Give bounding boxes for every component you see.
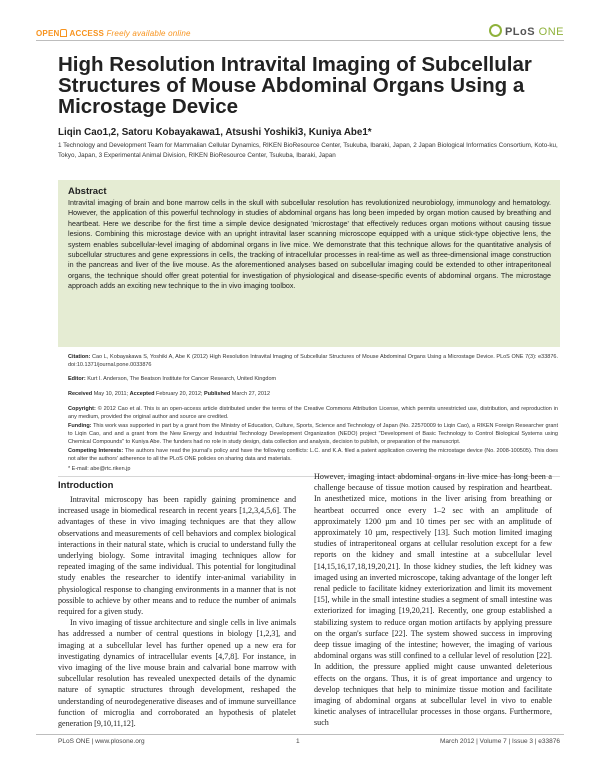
intro-paragraph-1: Intravital microscopy has been rapidly gaining prominence and increased usage in biomedical research in recent years [1,2,3,4,5,6]. The advantages of these in vivo imaging techniques are that they allow observations and measurements of cell behaviors and complex biological interactions in their natural state, which is crucial to understand fully the underlying biology. Some intravital imaging techniques allow for repeated imaging of the same individual. This potential for longitudinal study enables the researcher to identify inter-animal variability in physiological response to changing environments in a manner that is not possible to achieve by other means and to reduce the number of animals required for a given study. (58, 495, 296, 617)
right-column (314, 471, 552, 729)
competing-text: The authors have read the journal's policy and have the following conflicts: L.C. and K.A. filed a patent application covering the microstage device (No. 2008-100505). This does not alter the authors' adherence to all the PLoS ONE policies on sharing data and materials. (68, 448, 558, 463)
copyright-text: © 2012 Cao et al. This is an open-access article distributed under the terms of the Creative Commons Attribution License, which permits unrestricted use, distribution, and reproduction in any medium, provided the original author and source are credited. (68, 406, 558, 421)
published-date: March 27, 2012 (231, 391, 271, 397)
received-label: Received (68, 391, 93, 397)
affiliations: 1 Technology and Development Team for Mammalian Cellular Dynamics, RIKEN BioResource Center, Tsukuba, Ibaraki, Japan, 2 Japan Biological Informatics Consortium, Koto-ku, Tokyo, Japan, 3 Experimental Animal Division, RIKEN BioResource Center, Tsukuba, Ibaraki, Japan (58, 142, 558, 159)
competing-label: Competing Interests: (68, 448, 124, 454)
funding (68, 422, 558, 447)
lock-icon (60, 29, 67, 37)
access-label: ACCESS (69, 29, 105, 38)
left-column (58, 494, 296, 729)
accepted-date: February 20, 2012; (155, 391, 203, 397)
received-date: May 10, 2011; (93, 391, 129, 397)
open-access-banner (36, 29, 191, 38)
abstract-text: Intravital imaging of brain and bone marrow cells in the skull with subcellular resolution has revolutionized neurobiology, immunology and hematology. However, the application of this powerful technology in studies of abdominal organs has long been impeded by organ motion caused by breathing and heartbeat. Here we describe for the first time a simple device designated 'microstage' that effectively reduces organ motions without causing tissue lesions. Combining this microstage device with an upright intravital laser scanning microscope equipped with a unique stick-type objective lens, the system enables subcellular-level imaging of abdominal organs in live mice. We demonstrate that this technique allows for the quantitative analysis of subcellular structures and gene expressions in cells, the tracking of intracellular processes in real-time as well as three-dimensional image construction in the pancreas and liver of the live mouse. As the aforementioned analyses based on subcellular imaging could be extended to other intraperitoneal organs, the technique should offer great potential for investigation of physiological and disease-specific events of abdominal organs. The microstage approach adds an exciting new technique to the in vivo imaging toolbox. (68, 199, 551, 291)
plos-logo-icon (489, 24, 502, 37)
citation-text: Cao L, Kobayakawa S, Yoshiki A, Abe K (2012) High Resolution Intravital Imaging of Subcellular Structures of Mouse Abdominal Organs Using a Microstage Device. PLoS ONE 7(3): e33876. doi:10.1371/journal.pone.0033876 (68, 354, 558, 369)
logo-plos: PLoS (504, 26, 536, 38)
editor (68, 375, 558, 383)
published-label: Published (203, 391, 231, 397)
dates (68, 390, 558, 398)
section-heading-introduction: Introduction (58, 480, 114, 491)
footer-issue: March 2012 | Volume 7 | Issue 3 | e33876 (440, 738, 560, 745)
accepted-label: Accepted (129, 391, 155, 397)
citation (68, 353, 558, 369)
funding-label: Funding: (68, 423, 92, 429)
logo-one: ONE (538, 26, 564, 38)
editor-label: Editor: (68, 376, 86, 382)
author-list: Liqin Cao1,2, Satoru Kobayakawa1, Atsushi Yoshiki3, Kuniya Abe1* (58, 127, 372, 138)
intro-paragraph-2: In vivo imaging of tissue architecture and single cells in live animals has addressed a number of central questions in biology [1,2,3], and imaging at a subcellular level has further opened up a new era for investigating dynamics of intracellular events [4,7,8]. For instance, in vivo imaging of the live mouse brain and calvarial bone marrow with subcellular resolution has revealed unexpected details of the dynamic nature of synaptic structures through development, reshaped the understanding of neurodegenerative diseases and of immune surveillance function of microglia and corroborated an hypothesis of platelet generation [9,10,11,12]. (58, 618, 296, 729)
funding-text: This work was supported in part by a grant from the Ministry of Education, Culture, Sports, Science and Technology of Japan (No. 22570009 to Liqin Cao), a RIKEN Foreign Researcher grant to Liqin Cao, and and a grant from the New Energy and Industrial Technology Development Organization (NEDO) project "Development of Basic Technology to Control Biological Systems using Chemical Compounds" to Kuniya Abe. The funders had no role in study design, data collection and analysis, decision to publish, or preparation of the manuscript. (68, 423, 558, 446)
competing-interests (68, 447, 558, 463)
citation-label: Citation: (68, 354, 91, 360)
footer-page-number: 1 (296, 738, 300, 745)
editor-text: Kurt I. Anderson, The Beatson Institute for Cancer Research, United Kingdom (87, 376, 277, 382)
abstract-heading: Abstract (68, 186, 107, 197)
journal-logo (489, 24, 564, 38)
freely-available-label: Freely available online (106, 29, 191, 38)
copyright-label: Copyright: (68, 406, 96, 412)
header-divider (36, 40, 564, 41)
open-label: OPEN (36, 29, 60, 38)
article-title: High Resolution Intravital Imaging of Subcellular Structures of Mouse Abdominal Organs Using a Microstage Device (58, 53, 532, 118)
footer-journal: PLoS ONE | www.plosone.org (58, 738, 145, 745)
email: * E-mail: abe@rtc.riken.jp (68, 466, 131, 472)
footer-divider (36, 734, 564, 735)
copyright (68, 405, 558, 421)
intro-paragraph-3: However, imaging intact abdominal organs in live mice has long been a challenge because of tissue motion caused by respiration and heartbeat. In anesthetized mice, motions in the liver arising from breathing or heartbeat occurred once every 1–2 sec with an amplitude of approximately 1200 µm and 10 times per sec with an amplitude of approximately 10 µm, respectively [13]. Such motion limited imaging studies of intraperitoneal organs at cellular resolution except for a few reports on the kidney and small intestine at a subcellular level [14,15,16,17,18,19,20,21]. In those kidney studies, the left kidney was imaged using an inverted microscope, taking advantage of the longer left renal pedicle to facilitate kidney exteriorization and limit its movement [15], while in the small intestine studies a segment of small intestine was exteriorized for imaging [19,20,21]. Recently, one group established a stabilizing system to reduce organ motion artifacts by applying pressure on the organ's surface [22]. The system showed success in improving deep tissue imaging of the intestine; however, the imaging of various abdominal organs was still confined to a cellular level of resolution [22]. In addition, the pressure applied might cause unwanted deleterious effects on the organs. Thus, it is of great importance and urgency to develop techniques that help to minimize tissue motion and facilitate imaging of abdominal organs at subcellular level in vivo to enable kinetic analyses of intracellular processes in those organs. Furthermore, such (314, 472, 552, 728)
